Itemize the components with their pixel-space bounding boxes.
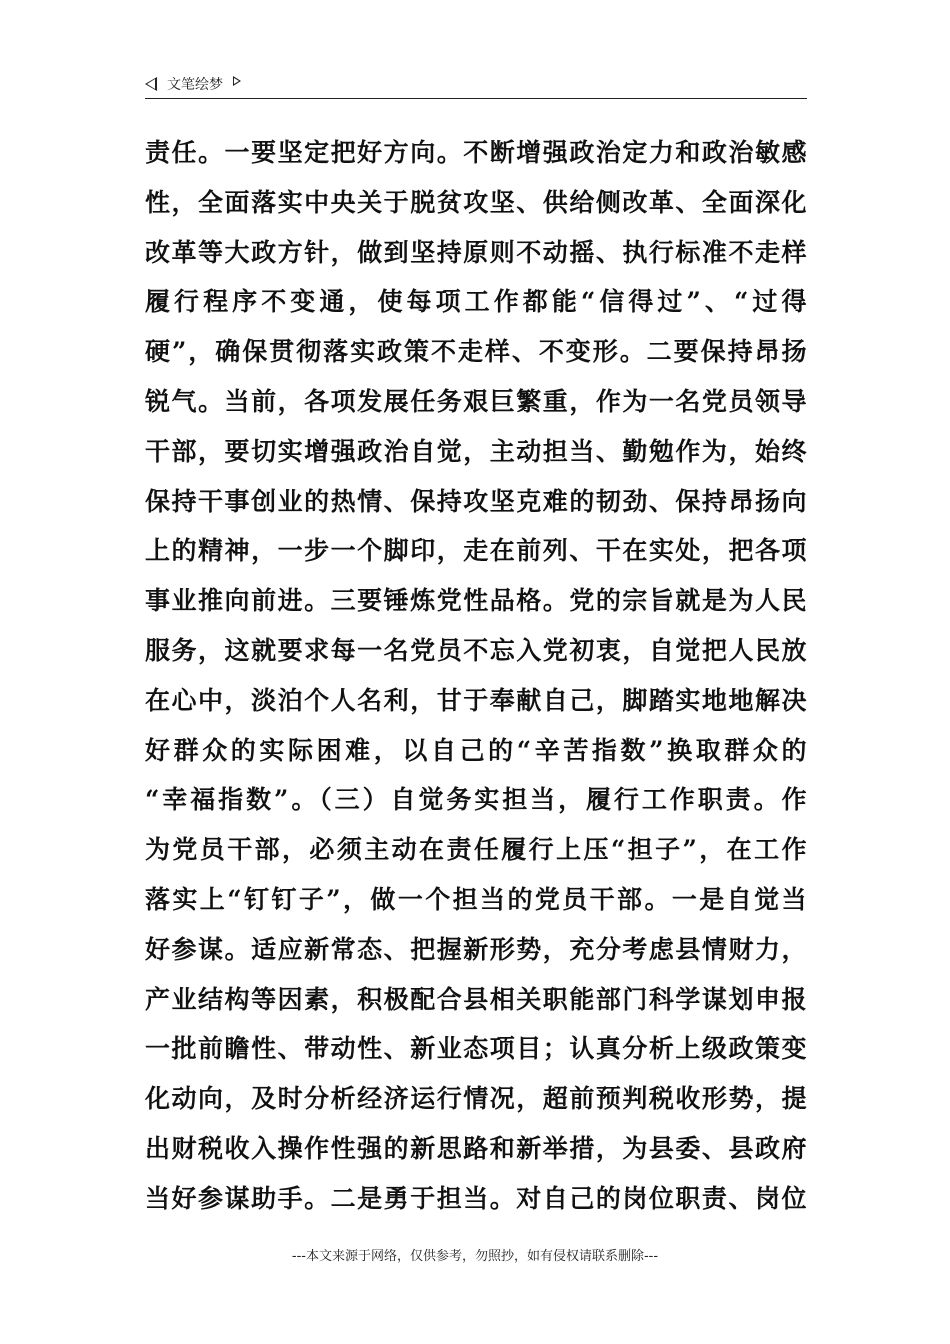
- body-line: 好参谋。适应新常态、把握新形势，充分考虑县情财力，: [145, 934, 807, 964]
- body-line: 责任。一要坚定把好方向。不断增强政治定力和政治敏感: [145, 138, 807, 167]
- body-line: 改革等大政方针，做到坚持原则不动摇、执行标准不走样: [145, 237, 807, 267]
- footer-disclaimer: ---本文来源于网络，仅供参考，勿照抄，如有侵权请联系删除---: [291, 1249, 659, 1264]
- body-line: 锐气。当前，各项发展任务艰巨繁重，作为一名党员领导: [145, 386, 807, 416]
- body-line: 落实上“钉钉子”，做一个担当的党员干部。一是自觉当: [145, 884, 807, 914]
- body-line: 当好参谋助手。二是勇于担当。对自己的岗位职责、岗位: [145, 1183, 807, 1213]
- body-line: 保持干事创业的热情、保持攻坚克难的韧劲、保持昂扬向: [145, 486, 807, 516]
- body-line: 产业结构等因素，积极配合县相关职能部门科学谋划申报: [145, 984, 807, 1014]
- body-line: 履行程序不变通，使每项工作都能“信得过”、“过得: [145, 287, 807, 317]
- body-line: 性，全面落实中央关于脱贫攻坚、供给侧改革、全面深化: [145, 187, 807, 217]
- page-header: [145, 72, 807, 99]
- body-line: 硬”，确保贯彻落实政策不走样、不变形。二要保持昂扬: [145, 337, 807, 367]
- body-line: “幸福指数”。（三）自觉务实担当，履行工作职责。作: [145, 785, 807, 815]
- body-line: 在心中，淡泊个人名利，甘于奉献自己，脚踏实地地解决: [145, 685, 807, 715]
- body-line: 上的精神，一步一个脚印，走在前列、干在实处，把各项: [145, 536, 807, 566]
- brand-label: 文笔绘梦: [167, 77, 223, 93]
- body-line: 化动向，及时分析经济运行情况，超前预判税收形势，提: [145, 1084, 807, 1114]
- body-line: 干部，要切实增强政治自觉，主动担当、勤勉作为，始终: [145, 436, 807, 466]
- body-line: 一批前瞻性、带动性、新业态项目；认真分析上级政策变: [145, 1034, 807, 1064]
- left-triangle-icon: [145, 77, 157, 91]
- body-line: 好群众的实际困难，以自己的“辛苦指数”换取群众的: [145, 735, 807, 765]
- body-line: 事业推向前进。三要锤炼党性品格。党的宗旨就是为人民: [145, 586, 807, 616]
- document-body: [145, 128, 807, 1224]
- body-line: 为党员干部，必须主动在责任履行上压“担子”，在工作: [145, 835, 807, 865]
- body-line: 服务，这就要求每一名党员不忘入党初衷，自觉把人民放: [145, 635, 807, 665]
- right-triangle-icon: [233, 76, 241, 86]
- body-line: 出财税收入操作性强的新思路和新举措，为县委、县政府: [145, 1133, 807, 1163]
